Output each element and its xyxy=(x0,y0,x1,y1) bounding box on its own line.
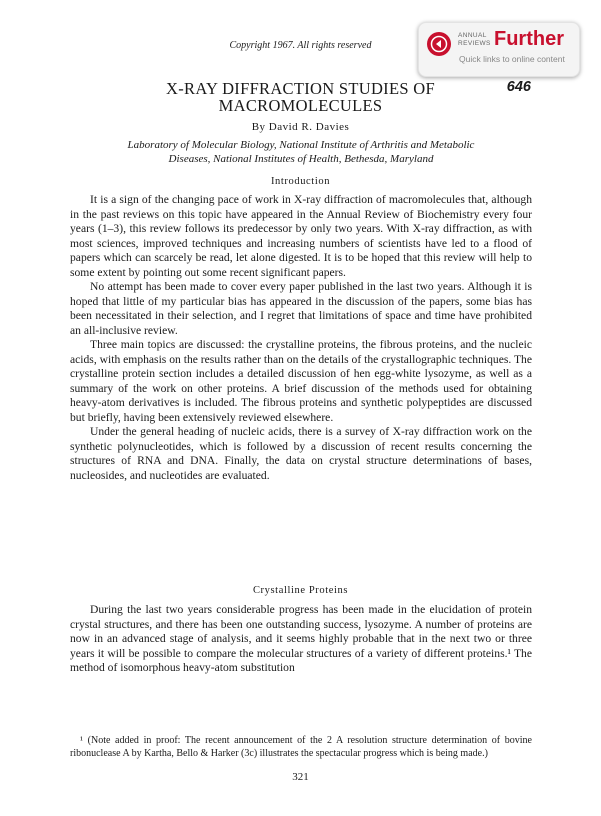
further-wordmark[interactable]: Further xyxy=(494,28,564,50)
brand-line-2: REVIEWS xyxy=(458,39,491,47)
introduction-body xyxy=(70,193,532,483)
footnote: ¹ (Note added in proof: The recent announcement of the 2 A resolution structure determination of bovine ribonuclease A by Kartha, Bello & Harker (3c) illustrates the spectacular progress which is being made.) xyxy=(70,735,532,759)
title-line-1: X-RAY DIFFRACTION STUDIES OF xyxy=(166,79,435,98)
paragraph: No attempt has been made to cover every paper published in the last two years. Although it is hoped that little of my particular bias has appeared in the discussion of the papers, some bias has been necessitated in their selection, and I regret that limitations of space and time have prohibited an all-inclusive review. xyxy=(70,280,532,337)
copyright-notice: Copyright 1967. All rights reserved xyxy=(229,40,372,51)
annual-reviews-brand xyxy=(458,32,491,47)
affiliation-line-2: Diseases, National Institutes of Health, Bethesda, Maryland xyxy=(168,152,434,165)
page-reference-number: 646 xyxy=(506,79,531,95)
paragraph: It is a sign of the changing pace of work in X-ray diffraction of macromolecules that, although in the past reviews on this topic have appeared in the Annual Review of Biochemistry every four years (1–3), this review follows its predecessor by only two years. With X-ray diffraction, as with most sciences, improved techniques and increasing numbers of scientists have led to a flood of papers which can scarcely be read, let alone digested. It is to be hoped that this review will help to some extent by pointing out some recent significant papers. xyxy=(70,193,532,279)
play-back-icon xyxy=(427,32,451,56)
section-heading-introduction: Introduction xyxy=(270,176,331,187)
title-line-2: MACROMOLECULES xyxy=(218,96,383,115)
author-byline: By David R. Davies xyxy=(251,121,350,133)
paragraph: During the last two years considerable progress has been made in the elucidation of protein crystal structures, and there has been one outstanding success, lysozyme. A number of proteins are now in an advanced stage of analysis, and it seems highly probable that in the next two or three years it will be possible to compare the molecular structures of a variety of different proteins.¹ The method of isomorphous heavy-atom substitution xyxy=(70,603,532,674)
crystalline-proteins-body xyxy=(70,603,532,676)
further-subtitle[interactable]: Quick links to online content xyxy=(459,54,565,64)
article-title xyxy=(0,80,601,114)
further-widget[interactable] xyxy=(418,22,580,77)
author-affiliation xyxy=(70,139,532,166)
further-logo-icon xyxy=(427,32,451,56)
section-heading-crystalline-proteins: Crystalline Proteins xyxy=(252,585,349,596)
affiliation-line-1: Laboratory of Molecular Biology, National Institute of Arthritis and Metabolic xyxy=(127,139,475,151)
brand-line-1: ANNUAL xyxy=(458,32,487,39)
page-folio: 321 xyxy=(292,771,309,783)
paragraph: Under the general heading of nucleic acids, there is a survey of X-ray diffraction work on the synthetic polynucleotides, which is followed by a discussion of recent results concerning the structures of RNA and DNA. Finally, the data on crystal structure determinations of bases, nucleosides, and nucleotides are evaluated. xyxy=(70,425,532,482)
paragraph: Three main topics are discussed: the crystalline proteins, the fibrous proteins, and the nucleic acids, with emphasis on the results rather than on the details of the crystallographic techniques. The crystalline protein section includes a detailed discussion of hen egg-white lysozyme, as well as a summary of the work on other proteins. A brief discussion of the methods used for obtaining heavy-atom derivatives is included. The fibrous proteins and synthetic polypeptides are discussed but briefly, having been extensively reviewed elsewhere. xyxy=(70,338,532,424)
